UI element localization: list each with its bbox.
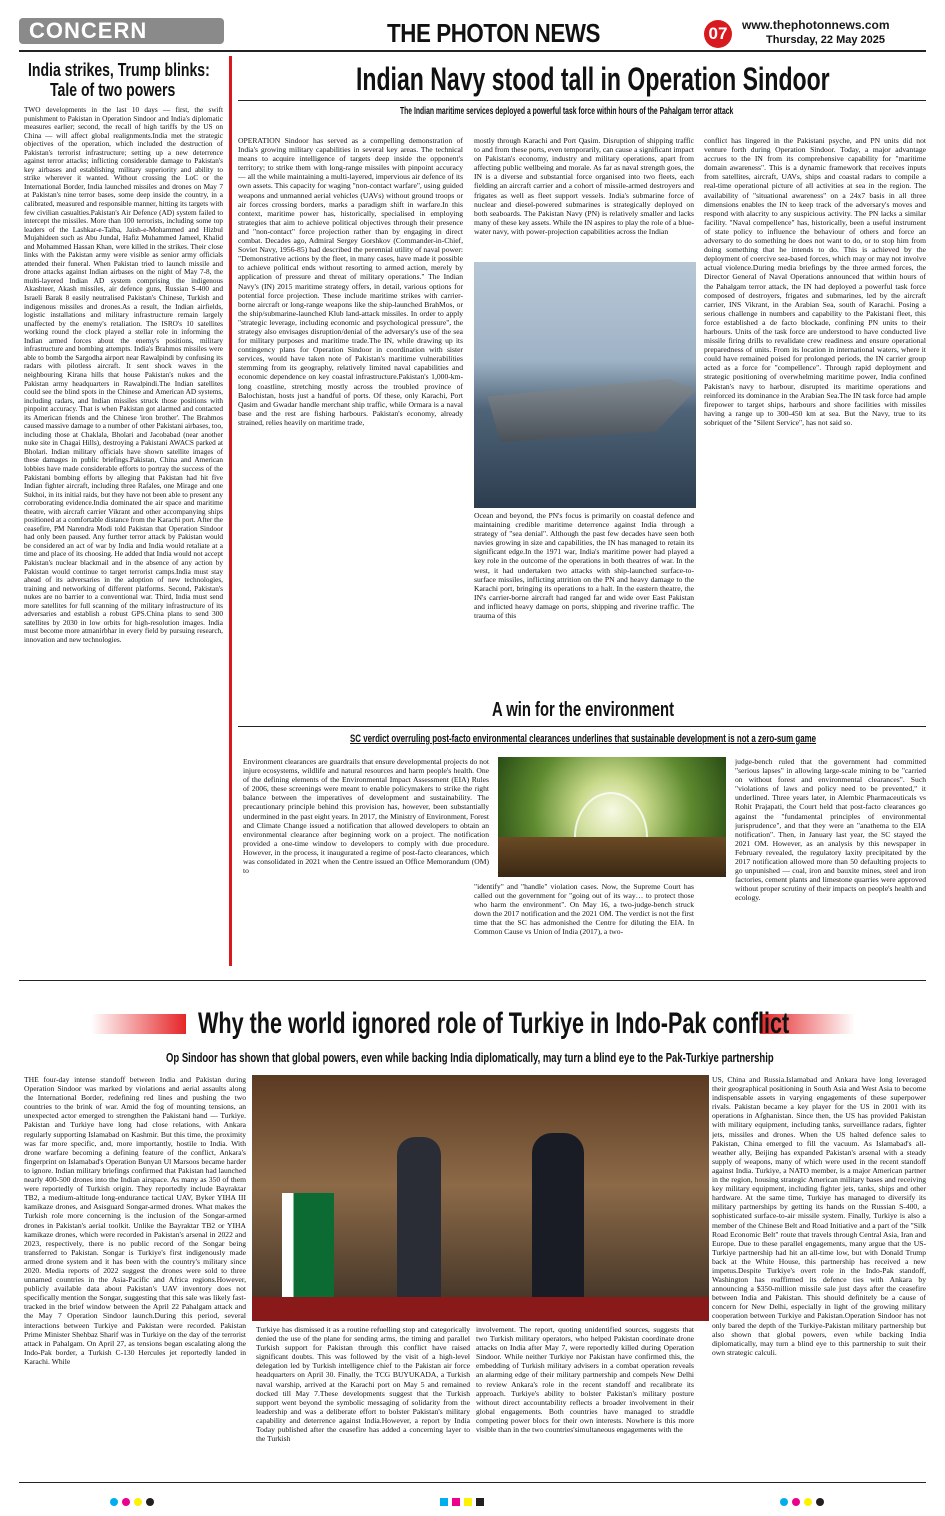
person-right [532,1133,584,1313]
red-carpet [252,1297,709,1321]
section-label: CONCERN [19,18,224,44]
navy-col-1: OPERATION Sindoor has served as a compelling demonstration of India's growing military capabilities in several key areas. The technical means to acquire intelligence of targets deep inside the opponent's territory; to strike them with long-range missiles with pinpoint accuracy — all the while maintaining a multi-layered, impervious air defence of its own assets. This capacity for waging "non-contact warfare", using guided weapons and unmanned aerial vehicles (UAVs) without ground troops or air forces crossing borders, marks a paradigm shift in warfare.In this context, maritime power has, historically, specialised in employing strategies that aim to achieve political objectives through their presence and "non-contact" force projection rather than by engaging in direct combat. Decades ago, Admiral Sergey Gorshkov (Commander-in-Chief, Soviet Navy, 1956-85) had described the perennial utility of naval power: "Demonstrative actions by the fleet, in many cases, have made it possible to achieve political ends without resorting to armed action, merely by application of pressure and threat of military operations." The Indian Navy's (IN) 2015 maritime strategy offers, in detail, various options for potential force projection. These include maritime strikes with carrier-borne aircraft or long-range weapons like the ship-launched BrahMos, or the ship/submarine-launched Klub land-attack missiles. In order to apply "strategic leverage, including economic and psychological pressure", the strategy also envisages disruption/denial of the adversary's use of the sea for military purposes and maritime trade.The IN, while drawing up its contingency plans for Operation Sindoor in coordination with sister services, would have taken note of Pakistan's maritime vulnerabilities stemming from its geography, relatively limited naval capabilities and economic dependence on key coastal infrastructure.Pakistan's 1,000-km-long coastline, stretching mostly across the troubled province of Balochistan, hosts just a handful of ports. Of these, only Karachi, Port Qasim and Gwadar handle merchant ship traffic, while Ormara is a naval base and the rest are fishing harbours. Pakistan's economy, already strained, relies heavily on maritime trade, [238,136,463,427]
registration-mark [122,1498,130,1506]
color-bar-square [440,1498,448,1506]
soil-shape [498,837,726,877]
aircraft-carrier-photo [474,262,696,508]
color-bar-square [464,1498,472,1506]
env-col-1: Environment clearances are guardrails that ensure developmental projects do not injure ecosystems, wildlife and natural resources and harm people's health. One of the defining elements of the Environmental Impact Assessment (EIA) Rules of 2006, these screenings were meant to enable policymakers to strike the right balance between the imperatives of development and sustainability. The precautionary principle behind this provision has, however, been substantially undermined in the past eight years. In 2017, the Ministry of Environment, Forest and Climate Change issued a notification that allowed developers to obtain an environmental clearance after beginning work on a project. The notification provided a one-time window to developers to comply with due procedure. However, in the process, it inaugurated a regime of post-facto clearances, which was consolidated in 2021 when the Centre issued an Office Memorandum (OM) to [243,757,489,876]
env-title-rule [238,726,926,727]
color-bar-square [452,1498,460,1506]
turkiye-col-1: THE four-day intense standoff between India and Pakistan during Operation Sindoor was marked by violations and aerial assaults along the International Border, redefining red lines and pushing the two countries to the brink of war. Amid the fog of mounting tensions, an unexpected actor emerged to strengthen the Pakistani hand — Turkiye. Pakistan and Turkiye have long had close relations, with Ankara regularly supporting Islamabad on Kashmir. But this time, the proximity was far more specific, and, more importantly, hostile to India. With drone warfare becoming a defining feature of the conflict, Ankara's fingerprint on Islamabad's Operation Bunyan Ul Marsoos became harder to ignore. Indian military briefings confirmed that Pakistan had launched nearly 400-500 drones into the Indian airspace. As many as 350 of them were reportedly of Turkish origin. They reportedly include Bayraktar TB2, a medium-altitude long-endurance tactical UAV, Byker YIHA III kamikaze drones, and Asisguard Songar-armed drones. What makes the Turkish role more concerning is the inclusion of the Songar-armed drones in Pakistan's aerial toolkit. Unlike the Bayraktar TB2 or YIHA kamikaze drones, which were recorded in Pakistan's arsenal in 2022 and 2023, respectively, there is no public record of the Songar being transferred to Pakistan. Songar is Turkiye's first indigenously made armed drone system and it has been with the country's military since 2020. Media reports of 2022 suggest the drones were sold to three unnamed countries in the Asia-Pacific and Africa regions.However, publicly available data about Pakistan's UAV inventory does not specifically mention the Songar, suggesting that this sale was likely fast-tracked in the brief window between the April 22 Pahalgam attack and the May 7 Operation Sindoor launch.During this period, several interactions between Turkiye and Pakistan were recorded. Pakistan Prime Minister Shehbaz Sharif was in Turkiye on the day of the terrorist attack in Pahalgam. On April 27, as tensions began escalating along the Indo-Pak border, a Turkish C-130 Hercules jet reportedly landed in Karachi. While [24,1075,246,1366]
navy-col-3: conflict has lingered in the Pakistani psyche, and PN units did not venture forth during Operation Sindoor. Today, a major advantage accrues to the IN from its comprehensive capability for "maritime domain awareness". This is a dynamic framework that receives inputs from satellites, aircraft, UAVs, ships and coastal radars to compile a real-time operational picture of all activities at sea in the region. The availability of "situational awareness" on a 24x7 basis in all three dimensions enables the IN to keep track of the adversary's moves and respond with alacrity to any suspicious activity. The PN lacks a similar facility. "Naval compellence" has, historically, been a useful instrument of state policy to influence the behaviour of others and force an adversary to do something he does not want to do, or to stop him from doing something that he intends to do. This is achieved by the deployment of coercive sea-based forces, which may or may not involve actual violence.During media briefings by the three armed forces, the Director General of Naval Operations announced that within hours of the Pahalgam terror attack, the IN had deployed a powerful task force composed of destroyers, frigates and submarines, led by the aircraft carrier, INS Vikrant, in the Arabian Sea, south of Karachi. Posing a serious challenge in numbers and capability to the Pakistani fleet, this force established a de facto blockade, confining PN units to their harbours. Units of the task force are understood to have conducted live missile firing drills to revalidate crew readiness and ensure operational preparedness of units. From its location in international waters, where it could have remained poised for prolonged periods, the IN carrier group acted as a force for "compellence". Through rapid deployment and strategic positioning of overwhelming maritime power, India confined Pakistan's navy to harbour, disrupted its maritime operations and reinforced its dominance in the Arabian Sea.The IN task force had ample firepower to target ships, harbours and shore facilities with missiles having a range up to 300-450 km at sea. But the Navy, true to its sobriquet of the "Silent Service", has not said so. [704,136,926,427]
turkiye-col-4: US, China and Russia.Islamabad and Ankara have long leveraged their geographical positioning in South Asia and West Asia to become indispensable assets in varying engagements of these superpower rivals. Pakistan became a key player for the US in 2001 with its operations in Afghanistan. Since then, the US has provided Pakistan with military equipment, including tanks, surveillance radars, fighter jets, missiles and drones. When the US halted defence sales to Pakistan, China emerged to fill the vacuum. As Islamabad's all-weather ally, Beijing has expanded Pakistan's arsenal with a steady supply of weapons, many of which were used in the recent standoff against India. Turkiye, a NATO member, is a major American partner in the region, housing strategic American military bases and receiving key military equipment, including fighter jets, tanks, ships and other hardware. At the same time, Turkiye has managed to diversify its military partnerships by getting its hands on the Russian S-400, a sophisticated surface-to-air missile system. Finally, Turkiye is also a member of the Chinese Belt and Road Initiative and a part of the "Silk Road Economic Belt" route that travels through Central Asia, Iran and Europe. Due to these parallel engagements, many argue that the US-Turkiye partnership had hit an all-time low, but with Donald Trump back at the White House, this partnership has received a new impetus.Despite Turkiye's overt role in the Indo-Pak standoff, Washington has reaffirmed its defence ties with Ankara by announcing a $350-million missile sale just days after the ceasefire between India and Pakistan. This should definitely be a cause of concern for New Delhi, especially in light of the growing military cooperation between Turkiye and Pakistan.Operation Sindoor has not only bared the depth of the Turkiye-Pakistan military partnership but also shown that global powers, even while backing India diplomatically, may turn a blind eye to this partnership to suit their own strategic calculi. [712,1075,926,1357]
registration-mark [134,1498,142,1506]
title-bar-left [91,1014,186,1034]
left-article-title-line2: Tale of two powers [50,80,176,100]
navy-article-title: Indian Navy stood tall in Operation Sindoor [356,61,830,97]
registration-mark [804,1498,812,1506]
header-rule [19,50,926,52]
left-article-body: TWO developments in the last 10 days — first, the swift punishment to Pakistan in Operation Sindoor and India's diplomatic measures earlier; second, the recall of high tariffs by the US on China — will affect global realignments.India met the strategic objectives of the operation, which included the destruction of Pakistan's terrorist infrastructure; setting up a new deterrence against terror attacks; inflicting considerable damage to Pakistan's key airbases and establishing military superiority and ability to strike wherever it wanted. Without crossing the LoC or the International Border, India launched missiles and drones on May 7 at Pakistan's nine terror bases, some deep inside the country, in a calibrated, measured and responsible manner, hitting its targets with few civilian casualties.Pakistan's Air Defence (AD) system failed to intercept the missiles. More than 100 terrorists, including some top leaders of the Lashkar-e-Taiba, Jaish-e-Mohammed and Hizbul Mujahideen such as Abu Jundal, Hafiz Muhammed Jameel, Khalid and Mohammed Hassan Khan, were killed in the strikes. Their close links with the Pakistan army were visible as senior army officials attended their funeral. When Pakistan tried to launch missile and drone attacks against Indian airbases on the night of May 7-8, the multi-layered Indian AD system comprising the indigenous Akashteer, Akash missiles, air defence guns, Russian S-400 and Israeli Barak 8 easily neutralised Pakistan's Chinese, Turkish and indigenous missiles and drones.As a result, the Indian airfields, logistic installations and military infrastructure remain largely unaffected by the enemy's retaliation. The ISRO's 10 satellites working round the clock played a stellar role in informing the Indian armed forces about the enemy's positions, military infrastructure and bombing attempts. India's Brahmos missiles were able to bomb the Sargodha airport near Rawalpindi by confusing its radars with pilotless aircraft. It sent shock waves in the neighbouring Kirana hills that house Pakistan's nukes and the Pakistan army headquarters in Rawalpindi.The Indian satellites could see the blind spots in the Chinese and American AD systems, including radars, and Indian missiles struck those positions with pinpoint accuracy. That is when Pakistan got alarmed and contacted its American friends and the Chinese 'iron brother'. The Brahmos caused massive damage to a number of other Pakistani airbases, too, including those at Chaklala, Bholari and Jacobabad (near another nuke site in Chagai Hills), destroying a Pakistani AWACS parked at Bholari. Indian military officials have shown satellite images of these damages in public briefings.Pakistan, China and American lobbies have made considerable efforts to portray the success of the Pakistani bombing efforts by alleging that Pakistan had hit five Indian fighter aircraft, including three Rafales, one Mirage and one Sukhoi, in its initial raids, but they have not been able to present any corroborating evidence.India dominated the air space and maritime theatre, with aircraft carrier Vikrant and other accompanying ships positioned at a comfortable distance from the Karachi port. After the ceasefire, PM Narendra Modi told Pakistan that Operation Sindoor had only been paused. Any further terror attack by Pakistan would be considered an act of war by India and India would retaliate at a time and place of its choosing. He added that India would not accept Pakistan's nuclear blackmail and in the absence of any action by Pakistan would continue to target terrorist camps.India must stay ahead of its adversaries in the adoption of new technologies, training and networking of different platforms. Second, Pakistan's nukes are no barrier to a conventional war. Third, India must send more satellites for full scanning of the military infrastructure of its adversaries and establish a robust GPS.China plans to send 300 satellites by 2030 in low orbits for high-resolution images. India must become more atmanirbhar in every field by pursuing research, innovation and new technologies. [24,106,223,644]
left-article-title-2 [50,80,175,100]
left-article-title-line1: India strikes, Trump blinks: [28,60,210,80]
turkiye-col-3: involvement. The report, quoting unidentified sources, suggests that two Turkish military operators, who helped Pakistan coordinate drone attacks on India after May 7, were reportedly killed during Operation Sindoor. While neither Turkiye nor Pakistan have confirmed this, the embedding of Turkish military advisers in a combat operation reveals an alarming edge of their military partnership and compels New Delhi to review Ankara's role in the recent standoff and recalibrate its approach. Turkiye's ability to bolster Pakistan's military posture without direct accountability reflects a broader involvement in their global engagements. Both countries have managed to straddle competing power blocs for their own interests. Nowhere is this more visible than in the two countries'simultaneous engagements with the [476,1325,694,1435]
registration-mark [110,1498,118,1506]
turkiye-article-deck: Op Sindoor has shown that global powers, even while backing India diplomatically, may turn a blind eye to the Pak-Turkiye partnership [166,1050,774,1065]
page-number-badge: 07 [704,20,732,48]
registration-mark [816,1498,824,1506]
section-rule [19,980,926,981]
turkiye-article-title: Why the world ignored role of Turkiye in Indo-Pak conflict [198,1007,790,1040]
navy-col-2-top: mostly through Karachi and Port Qasim. Disruption of shipping traffic to and from these ports, even temporarily, can cause a significant impact on Pakistan's economy, industry and military operations, apart from affecting public wellbeing and morale. As far as naval strength goes, the IN is a diverse and substantial force organised into two fleets, each fielding an aircraft carrier and a cohort of missile-armed destroyers and frigates as well as fleet support vessels. India's submarine force of nuclear and diesel-powered submarines is strategically deployed on both seaboards. The Pakistan Navy (PN) is relatively smaller and lacks many of these key assets. While the IN aspires to play the role of a blue-water navy, with power-projection capabilities across the Indian [474,136,694,236]
turkiye-col-2: Turkiye has dismissed it as a routine refuelling stop and categorically denied the use of the plane for sending arms, the timing and parallel Turkish support for Pakistan through this conflict have raised significant doubts. This was followed by the visit of a high-level delegation led by Turkish intelligence chief to the Pakistan air force headquarters on April 30. Finally, the TCG BUYUKADA, a Turkish naval warship, arrived at the Karachi port on May 5 and remained docked till May 7.These developments suggest that the Turkish support went beyond the symbolic messaging of solidarity from the leadership and was a deliberate effort to bolster Pakistan's military capability and deterrence against India.However, a report by India Today published after the ceasefire has added a concerning layer to the Turkish [256,1325,470,1444]
navy-article-deck: The Indian maritime services deployed a powerful task force within hours of the Pahalgam terror attack [400,106,734,117]
navy-title-rule [238,100,926,101]
navy-col-2-bottom: Ocean and beyond, the PN's focus is primarily on coastal defence and maintaining credible maritime deterrence against India through a strategy of "sea denial". Although the past few decades have seen both navies growing in size and capabilities, the IN has managed to retain its significant edge.In the 1971 war, India's maritime power had played a key role in the outcome of the operations in both theatres of war. In the west, it had undertaken two attacks with ship-launched surface-to-surface missiles, inflicting attrition on the PN and heavy damage to the Karachi port, bringing its operations to a halt. In the eastern theatre, the IN's carrier-borne aircraft had ranged far and wide over East Pakistan and inflicted heavy damage on ports, shipping and riverine traffic. The trauma of this [474,511,694,621]
color-bar-square [476,1498,484,1506]
env-article-title: A win for the environment [492,699,674,721]
pakistan-flag [282,1193,334,1313]
issue-date: Thursday, 22 May 2025 [766,34,886,46]
column-divider [229,56,232,966]
env-col-2: "identify" and "handle" violation cases. Now, the Supreme Court has called out the government for "going out of its way… to protect those who harm the environment". On May 16, a two-judge-bench struck down the 2017 notification and the 2021 OM. The verdict is not the first time that the SC has admonished the Centre for diluting the EIA. In Common Cause vs Union of India (2017), a two- [474,882,694,937]
registration-mark [146,1498,154,1506]
carrier-shape [474,372,696,442]
env-col-3: judge-bench ruled that the government had committed "serious lapses" in allowing large-scale mining to be "carried on without forest and environmental clearances". Such "violations of laws and policy need to be prevented," it underlined. Three years later, in Alembic Pharmaceuticals vs Rohit Prajapati, the Court held that post-facto clearances go against the "fundamental principles of environmental jurisprudence", and that they were an "anathema to the EIA notification". Then, in January last year, the SC stayed the 2021 OM. However, as an analysis by this newspaper in February revealed, the regulatory laxity precipitated by the 2017 notification allowed more than 50 defaulting projects to go unpunished — coal, iron and bauxite mines, steel and iron factories, cement plants and limestone quarries were approved without proper scrutiny of their impacts on people's health and ecology. [735,757,926,903]
masthead: THE PHOTON NEWS [387,18,601,48]
lightbulb-plant-photo [498,757,726,877]
env-article-deck: SC verdict overruling post-facto environmental clearances underlines that sustainable development is not a zero-sum game [350,733,817,745]
registration-mark [792,1498,800,1506]
website-link[interactable]: www.thephotonnews.com [742,18,890,32]
registration-mark [780,1498,788,1506]
leaders-photo [252,1075,709,1321]
left-article-title [28,60,210,80]
footer-rule [19,1482,926,1483]
person-left [397,1137,441,1312]
